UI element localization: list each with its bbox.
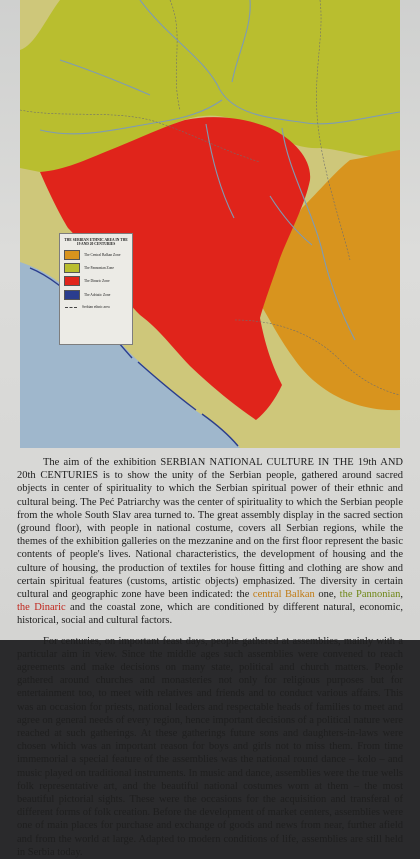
zone-dinaric-text: the Dinaric xyxy=(17,602,66,614)
legend-swatch xyxy=(64,263,80,273)
exhibition-caption xyxy=(17,456,403,859)
legend-label: The Adriatic Zone xyxy=(84,292,111,297)
map-graphic xyxy=(20,0,400,448)
legend-swatch xyxy=(64,276,80,286)
legend-label: The Pannonian Zone xyxy=(84,266,114,271)
legend-label: The Dinaric Zone xyxy=(84,279,110,284)
dashed-line-icon xyxy=(64,303,78,311)
caption-text: The aim of the exhibition SERBIAN NATIONAL CULTURE IN THE 19th AND 20th CENTURIES is to show the unity of the Serbian people, gathered around sacred objects in center of spirituality to which the Serbian spiritual power of their ethnic and cultural being. The Peć Patriarchy was the center of spirituality to which the Serbian people from the whole South Slav area turned to. The great assembly display in the sacred section (ground floor), with people in national costume, covers all Serbian regions, while the themes of the exhibition galleries on the mezzanine and on the first floor represent the basic contents of people's lives. National characteristics, the development of housing and the culture of housing, the production of textiles for house fitting and clothing are show and certain spiritual features (customs, artistic objects) emphasized. The diversity in certain cultural and geographic zone have been indicated: the xyxy=(17,457,403,601)
legend-item-dinaric xyxy=(64,276,128,286)
legend-item-central-balkan xyxy=(64,250,128,260)
caption-paragraph-2: For centuries, on important feast days, people gathered at assemblies, mainly with a particular aim in view. Since the middle ages such assemblies were convened to reach agreements and make decisions on many state, political and church matters. People gathered around churches and monasteries not only for religious purposes but for entertainment too, to meet with relatives and friends and to conduct various affairs. This was an occasion for priests, national leaders and respectable heads of families to meet and agree on general needs of every region, hence important decisions of a political nature were reached at such gatherings. At these gatherings future sons and daughters-in-laws were chosen which was an important reason for boys and girls not to miss them. From time immemorial a special feature of the assemblies was the national round dance – kolo – and music played on traditional instruments. In music and dance, assemblies were the true wells folk representative art, and the beautiful national costumes worn at them – the most beautiful pictorial sights. These were the occasions for the acquisition and transferal of different forms of folk creation. Before the development of market centers, assemblies were one of main places for purchase and exchange of goods and news from near, further afield and from the world at large. Adapted to modern conditions of life, assemblies are still held in Serbia today. xyxy=(17,635,403,858)
legend-item-adriatic xyxy=(64,290,128,300)
legend-label: Serbian ethnic area xyxy=(82,304,110,309)
ethnic-area-map xyxy=(20,0,400,448)
legend-title: THE SERBIAN ETHNIC AREA IN THE 19 AND 20 CENTURIES xyxy=(64,238,128,247)
caption-text: and the coastal zone, which are conditioned by different natural, economic, historical, social and cultural factors. xyxy=(17,602,404,627)
legend-swatch xyxy=(64,250,80,260)
legend-item-pannonian xyxy=(64,263,128,273)
legend-item-ethnic-area xyxy=(64,303,128,311)
zone-central-balkan-text: central Balkan xyxy=(252,589,315,601)
map-legend xyxy=(59,233,133,345)
caption-text: , xyxy=(400,589,403,601)
zone-pannonian-text: the Pannonian xyxy=(339,589,401,601)
legend-label: The Central Balkan Zone xyxy=(84,253,121,257)
caption-paragraph-1 xyxy=(17,456,403,628)
caption-text: one, xyxy=(314,589,340,601)
legend-swatch xyxy=(64,290,80,300)
